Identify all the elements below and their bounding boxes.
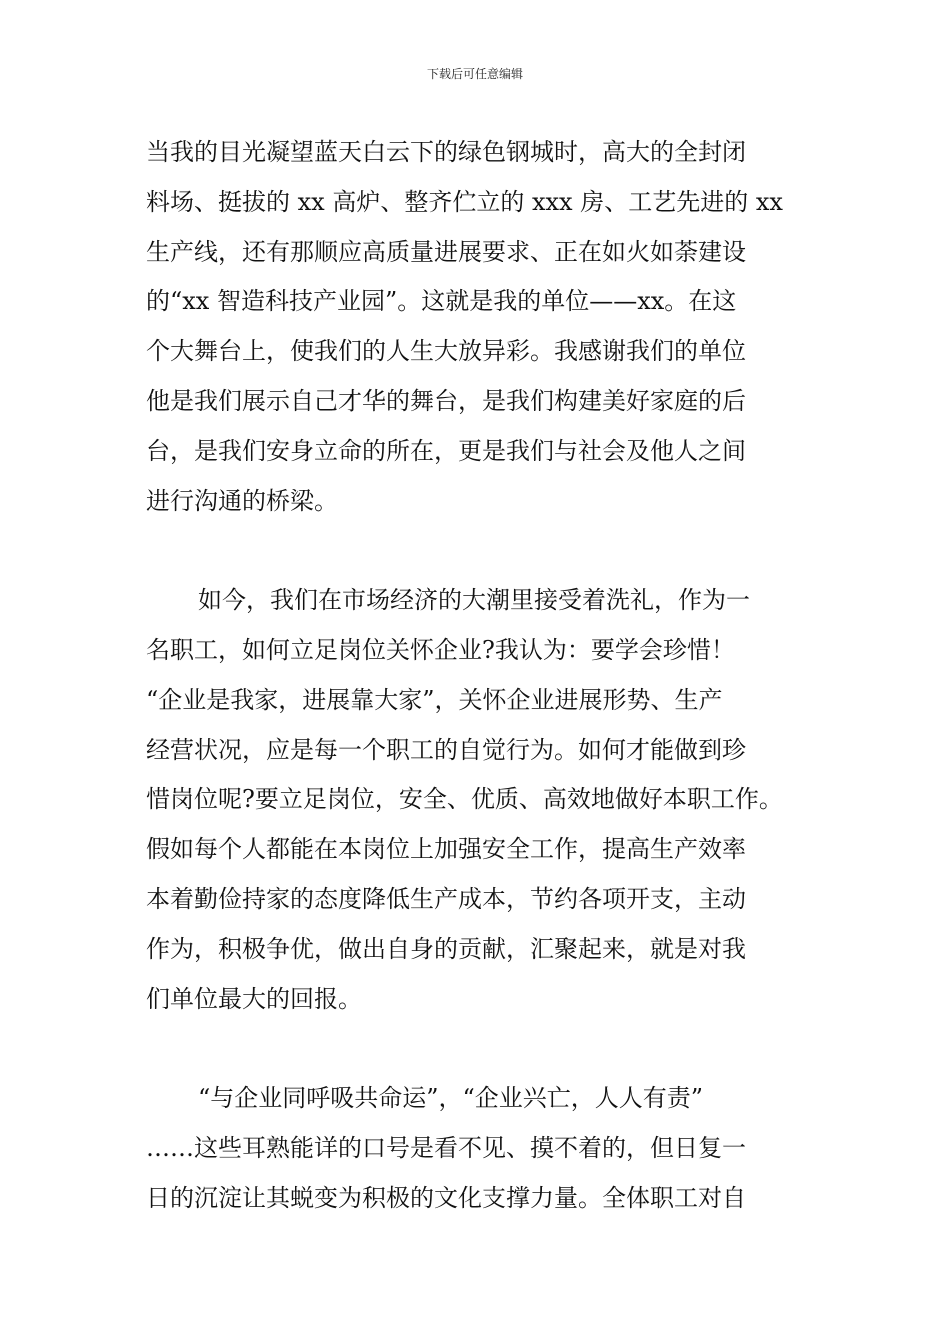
document-body — [146, 128, 806, 1224]
paragraph-line: 生产线，还有那顺应高质量进展要求、正在如火如荼建设 — [146, 237, 746, 266]
paragraph-line: ……这些耳熟能详的口号是看不见、摸不着的，但日复一 — [146, 1133, 746, 1162]
paragraph-line: 作为，积极争优，做出自身的贡献，汇聚起来，就是对我 — [146, 934, 746, 963]
paragraph-line: “企业是我家，进展靠大家”，关怀企业进展形势、生产 — [146, 685, 723, 714]
paragraph-line: 的“xx 智造科技产业园”。这就是我的单位——xx。在这 — [146, 287, 737, 316]
paragraph-2 — [146, 576, 806, 1024]
paragraph-line: 当我的目光凝望蓝天白云下的绿色钢城时，高大的全封闭 — [146, 138, 746, 166]
paragraph-1 — [146, 128, 806, 526]
paragraph-line: 名职工，如何立足岗位关怀企业?我认为：要学会珍惜！ — [146, 635, 735, 664]
paragraph-spacer — [146, 1024, 806, 1074]
paragraph-line: 他是我们展示自己才华的舞台，是我们构建美好家庭的后 — [146, 386, 746, 415]
paragraph-line: 本着勤俭持家的态度降低生产成本，节约各项开支，主动 — [146, 884, 746, 913]
paragraph-line: 经营状况，应是每一个职工的自觉行为。如何才能做到珍 — [146, 735, 746, 764]
paragraph-line: 们单位最大的回报。 — [146, 984, 362, 1013]
paragraph-line: 假如每个人都能在本岗位上加强安全工作，提高生产效率 — [146, 835, 746, 864]
paragraph-line: 料场、挺拔的 xx 高炉、整齐伫立的 xxx 房、工艺先进的 xx — [146, 187, 783, 216]
page-header: 下载后可任意编辑 — [426, 67, 523, 81]
paragraph-line: 如今，我们在市场经济的大潮里接受着洗礼，作为一 — [198, 586, 750, 615]
paragraph-spacer — [146, 526, 806, 576]
paragraph-line: 惜岗位呢?要立足岗位，安全、优质、高效地做好本职工作。 — [146, 785, 783, 814]
paragraph-line: 进行沟通的桥梁。 — [146, 486, 338, 515]
paragraph-line: 台，是我们安身立命的所在，更是我们与社会及他人之间 — [146, 436, 746, 465]
paragraph-line: 日的沉淀让其蜕变为积极的文化支撑力量。全体职工对自 — [146, 1183, 746, 1212]
paragraph-3 — [146, 1074, 806, 1223]
paragraph-line: 个大舞台上，使我们的人生大放异彩。我感谢我们的单位 — [146, 337, 746, 366]
paragraph-line: “与企业同呼吸共命运”，“企业兴亡，人人有责” — [198, 1084, 704, 1113]
